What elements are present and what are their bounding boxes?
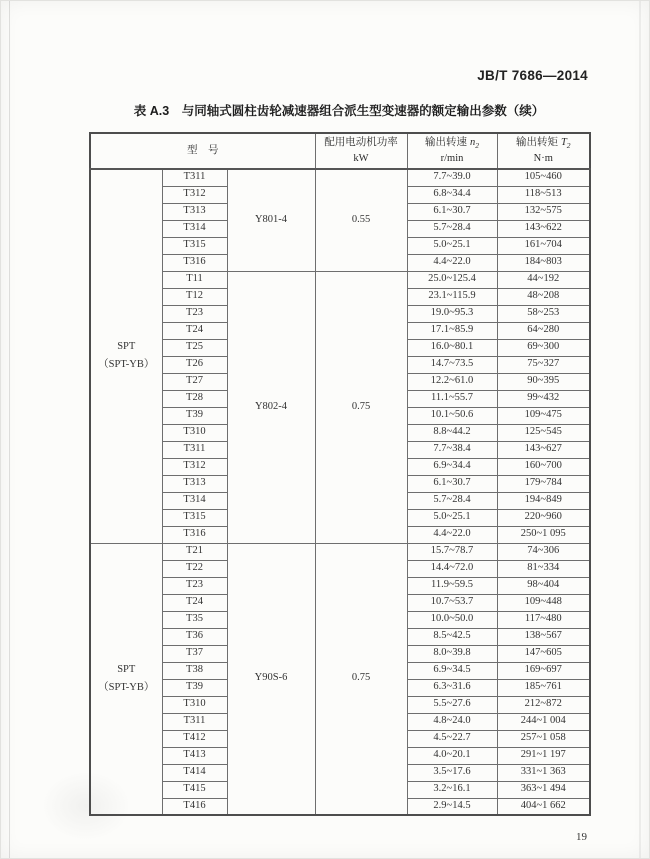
model-cell: T415 <box>162 781 227 798</box>
output-torque-cell: 147~605 <box>497 645 590 662</box>
output-torque-cell: 363~1 494 <box>497 781 590 798</box>
output-torque-cell: 99~432 <box>497 390 590 407</box>
output-torque-cell: 160~700 <box>497 458 590 475</box>
model-cell: T35 <box>162 611 227 628</box>
output-speed-cell: 16.0~80.1 <box>407 339 497 356</box>
table-row <box>90 271 590 288</box>
output-torque-cell: 194~849 <box>497 492 590 509</box>
output-speed-cell: 5.7~28.4 <box>407 492 497 509</box>
output-speed-cell: 4.4~22.0 <box>407 254 497 271</box>
output-speed-cell: 10.7~53.7 <box>407 594 497 611</box>
output-speed-cell: 5.5~27.6 <box>407 696 497 713</box>
output-speed-cell: 5.0~25.1 <box>407 509 497 526</box>
motor-model-cell: Y90S-6 <box>227 543 315 815</box>
output-torque-cell: 109~448 <box>497 594 590 611</box>
output-speed-cell: 11.1~55.7 <box>407 390 497 407</box>
model-cell: T11 <box>162 271 227 288</box>
model-cell: T313 <box>162 203 227 220</box>
model-cell: T311 <box>162 169 227 186</box>
series-label-cell <box>90 169 162 543</box>
output-torque-cell: 220~960 <box>497 509 590 526</box>
output-speed-cell: 7.7~39.0 <box>407 169 497 186</box>
model-cell: T310 <box>162 424 227 441</box>
model-cell: T39 <box>162 407 227 424</box>
output-torque-cell: 98~404 <box>497 577 590 594</box>
header-model: 型 号 <box>90 133 315 169</box>
output-speed-cell: 6.1~30.7 <box>407 203 497 220</box>
scan-edge-artifact-left <box>9 1 10 858</box>
output-torque-cell: 48~208 <box>497 288 590 305</box>
output-torque-cell: 184~803 <box>497 254 590 271</box>
output-speed-cell: 19.0~95.3 <box>407 305 497 322</box>
output-speed-cell: 3.2~16.1 <box>407 781 497 798</box>
series-label-line2: （SPT-YB） <box>98 681 155 693</box>
output-torque-cell: 75~327 <box>497 356 590 373</box>
output-speed-cell: 8.5~42.5 <box>407 628 497 645</box>
model-cell: T314 <box>162 492 227 509</box>
model-cell: T26 <box>162 356 227 373</box>
model-cell: T37 <box>162 645 227 662</box>
output-torque-cell: 161~704 <box>497 237 590 254</box>
table-title: 表 A.3 与同轴式圆柱齿轮减速器组合派生型变速器的额定输出参数（续） <box>133 104 545 118</box>
model-cell: T311 <box>162 713 227 730</box>
output-torque-cell: 64~280 <box>497 322 590 339</box>
header-output-torque <box>497 133 590 169</box>
model-cell: T12 <box>162 288 227 305</box>
output-torque-cell: 69~300 <box>497 339 590 356</box>
output-torque-cell: 250~1 095 <box>497 526 590 543</box>
output-torque-cell: 117~480 <box>497 611 590 628</box>
output-torque-cell: 143~627 <box>497 441 590 458</box>
output-torque-cell: 90~395 <box>497 373 590 390</box>
output-speed-cell: 4.8~24.0 <box>407 713 497 730</box>
output-torque-cell: 58~253 <box>497 305 590 322</box>
output-speed-cell: 10.0~50.0 <box>407 611 497 628</box>
model-cell: T38 <box>162 662 227 679</box>
header-motor-power-unit: kW <box>353 153 369 164</box>
output-speed-cell: 8.8~44.2 <box>407 424 497 441</box>
output-speed-cell: 4.5~22.7 <box>407 730 497 747</box>
motor-power-cell: 0.75 <box>315 271 407 543</box>
output-speed-cell: 15.7~78.7 <box>407 543 497 560</box>
model-cell: T416 <box>162 798 227 815</box>
model-cell: T312 <box>162 186 227 203</box>
model-cell: T39 <box>162 679 227 696</box>
output-speed-cell: 3.5~17.6 <box>407 764 497 781</box>
output-torque-cell: 212~872 <box>497 696 590 713</box>
output-torque-cell: 331~1 363 <box>497 764 590 781</box>
model-cell: T413 <box>162 747 227 764</box>
output-speed-cell: 6.3~31.6 <box>407 679 497 696</box>
output-torque-cell: 169~697 <box>497 662 590 679</box>
output-speed-cell: 14.4~72.0 <box>407 560 497 577</box>
header-output-speed <box>407 133 497 169</box>
output-torque-cell: 132~575 <box>497 203 590 220</box>
motor-model-cell: Y802-4 <box>227 271 315 543</box>
model-cell: T414 <box>162 764 227 781</box>
header-output-torque-label: 输出转矩 $T_2$ <box>515 136 571 150</box>
output-speed-cell: 6.9~34.4 <box>407 458 497 475</box>
motor-power-cell: 0.55 <box>315 169 407 271</box>
output-torque-cell: 44~192 <box>497 271 590 288</box>
output-speed-cell: 7.7~38.4 <box>407 441 497 458</box>
output-torque-cell: 185~761 <box>497 679 590 696</box>
output-torque-cell: 244~1 004 <box>497 713 590 730</box>
model-cell: T315 <box>162 509 227 526</box>
series-label-line1: SPT <box>117 341 136 353</box>
model-cell: T25 <box>162 339 227 356</box>
model-cell: T36 <box>162 628 227 645</box>
output-speed-cell: 5.7~28.4 <box>407 220 497 237</box>
output-torque-cell: 179~784 <box>497 475 590 492</box>
model-cell: T314 <box>162 220 227 237</box>
motor-power-cell: 0.75 <box>315 543 407 815</box>
output-torque-cell: 404~1 662 <box>497 798 590 815</box>
model-cell: T24 <box>162 594 227 611</box>
model-cell: T412 <box>162 730 227 747</box>
output-torque-cell: 81~334 <box>497 560 590 577</box>
model-cell: T23 <box>162 305 227 322</box>
output-torque-cell: 109~475 <box>497 407 590 424</box>
output-speed-cell: 8.0~39.8 <box>407 645 497 662</box>
model-cell: T23 <box>162 577 227 594</box>
output-torque-cell: 125~545 <box>497 424 590 441</box>
model-cell: T22 <box>162 560 227 577</box>
model-cell: T24 <box>162 322 227 339</box>
page-number: 19 <box>576 831 587 843</box>
model-cell: T315 <box>162 237 227 254</box>
table-body <box>90 133 590 815</box>
output-torque-cell: 291~1 197 <box>497 747 590 764</box>
output-speed-cell: 12.2~61.0 <box>407 373 497 390</box>
scan-edge-artifact-right <box>639 1 641 858</box>
series-label-cell <box>90 543 162 815</box>
output-speed-cell: 5.0~25.1 <box>407 237 497 254</box>
output-speed-cell: 14.7~73.5 <box>407 356 497 373</box>
output-torque-cell: 118~513 <box>497 186 590 203</box>
table-header-row <box>90 133 590 169</box>
output-torque-cell: 74~306 <box>497 543 590 560</box>
output-torque-cell: 105~460 <box>497 169 590 186</box>
output-torque-cell: 257~1 058 <box>497 730 590 747</box>
output-speed-cell: 23.1~115.9 <box>407 288 497 305</box>
model-cell: T27 <box>162 373 227 390</box>
model-cell: T313 <box>162 475 227 492</box>
output-torque-cell: 138~567 <box>497 628 590 645</box>
series-label-line2: （SPT-YB） <box>98 359 155 371</box>
model-cell: T310 <box>162 696 227 713</box>
output-speed-cell: 6.8~34.4 <box>407 186 497 203</box>
header-output-speed-label: 输出转速 $n_2$ <box>425 136 479 150</box>
model-cell: T312 <box>162 458 227 475</box>
output-speed-cell: 10.1~50.6 <box>407 407 497 424</box>
header-motor-power <box>315 133 407 169</box>
output-speed-cell: 6.1~30.7 <box>407 475 497 492</box>
output-parameters-table <box>89 132 591 816</box>
output-speed-cell: 17.1~85.9 <box>407 322 497 339</box>
series-label-line1: SPT <box>117 663 136 675</box>
table-row <box>90 169 590 186</box>
header-output-torque-unit: N·m <box>533 153 553 164</box>
output-speed-cell: 25.0~125.4 <box>407 271 497 288</box>
model-cell: T311 <box>162 441 227 458</box>
header-output-speed-unit: r/min <box>440 153 464 164</box>
output-speed-cell: 6.9~34.5 <box>407 662 497 679</box>
output-speed-cell: 11.9~59.5 <box>407 577 497 594</box>
table-row <box>90 543 590 560</box>
model-cell: T21 <box>162 543 227 560</box>
output-torque-cell: 143~622 <box>497 220 590 237</box>
model-cell: T316 <box>162 526 227 543</box>
standard-number: JB/T 7686—2014 <box>477 68 588 83</box>
model-cell: T316 <box>162 254 227 271</box>
output-speed-cell: 4.4~22.0 <box>407 526 497 543</box>
model-cell: T28 <box>162 390 227 407</box>
motor-model-cell: Y801-4 <box>227 169 315 271</box>
output-speed-cell: 2.9~14.5 <box>407 798 497 815</box>
header-motor-power-label: 配用电动机功率 <box>324 136 398 148</box>
output-speed-cell: 4.0~20.1 <box>407 747 497 764</box>
